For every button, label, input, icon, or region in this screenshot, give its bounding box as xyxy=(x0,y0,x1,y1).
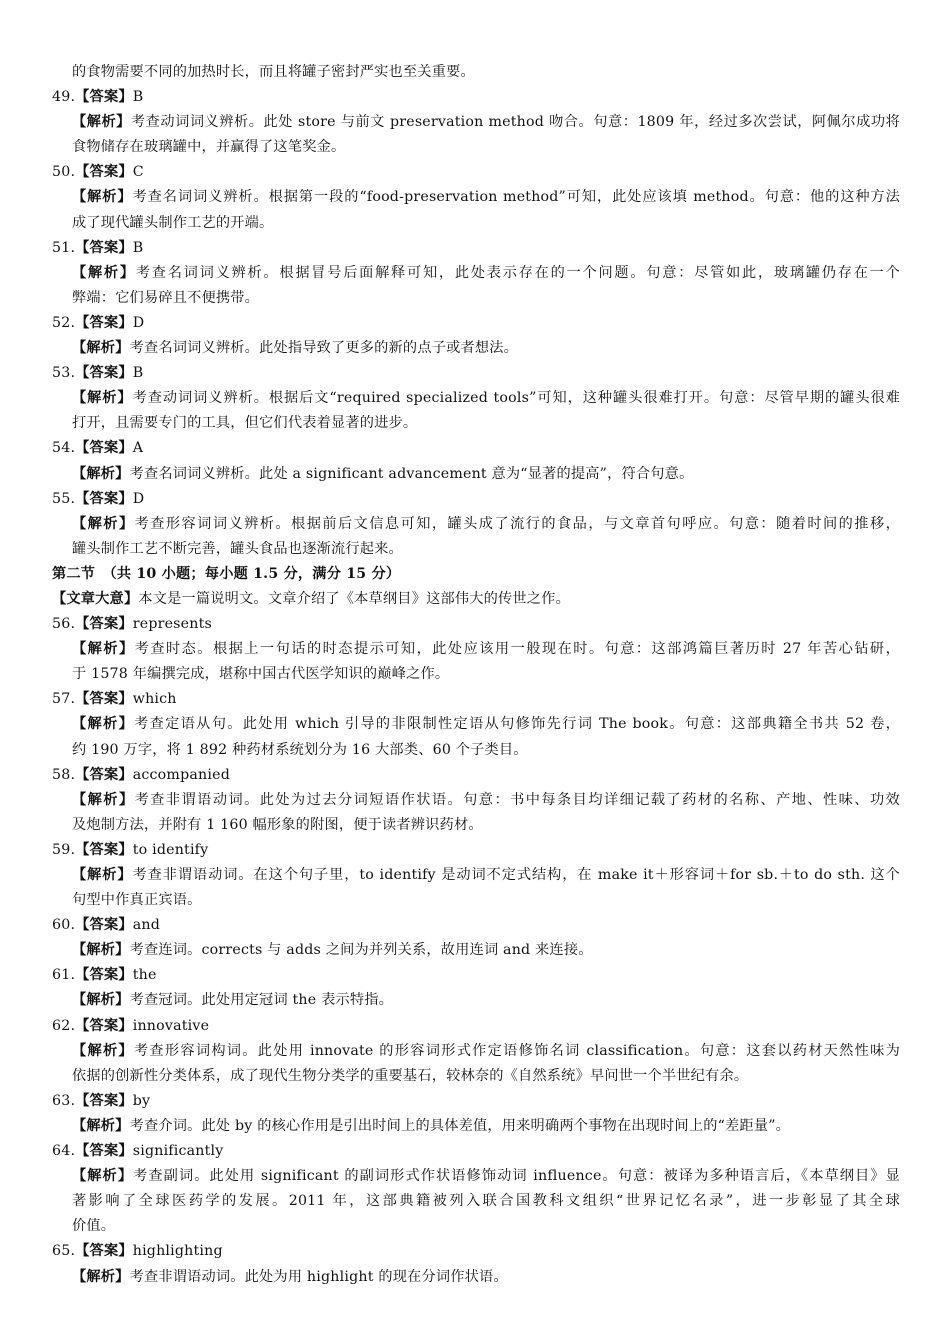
text-line xyxy=(52,838,900,863)
text-line xyxy=(52,687,900,712)
text-line xyxy=(52,1189,900,1214)
section-tag: 【解析】 xyxy=(72,867,133,883)
line-text: 约 190 万字，将 1 892 种药材系统划分为 16 大部类、60 个子类目。 xyxy=(72,741,528,758)
text-line xyxy=(52,286,900,311)
section-tag: 【解析】 xyxy=(72,515,135,532)
text-line xyxy=(52,637,900,662)
section-tag: 【解析】 xyxy=(72,114,131,131)
line-text: represents xyxy=(132,616,212,633)
text-line xyxy=(52,110,900,135)
line-text: 著影响了全球医药学的发展。2011 年，这部典籍被列入联合国教科文组织“世界记忆名录”，进一步彰显了其全球 xyxy=(72,1193,900,1210)
line-text: 打开，且需要专门的工具，但它们代表着显著的进步。 xyxy=(72,415,418,432)
section-tag: 【解析】 xyxy=(72,1117,130,1134)
line-text: 食物储存在玻璃罐中，并赢得了这笔奖金。 xyxy=(72,139,346,156)
question-number: 50. xyxy=(52,164,76,181)
line-text: accompanied xyxy=(132,766,230,783)
line-text: 价值。 xyxy=(72,1218,116,1235)
line-text: 及炮制方法，并附有 1 160 幅形象的附图，便于读者辨识药材。 xyxy=(72,816,483,833)
question-number: 60. xyxy=(52,917,76,934)
line-text: 考查副词。此处用 significant 的副词形式作状语修饰动词 influence。句意：被译为多种语言后，《本草纲目》显 xyxy=(133,1168,900,1185)
text-line xyxy=(52,1265,900,1290)
line-text: innovative xyxy=(132,1017,210,1034)
section-tag: 【解析】 xyxy=(72,1042,134,1059)
section-tag: 【答案】 xyxy=(75,1143,133,1160)
text-line xyxy=(52,913,900,938)
line-text: D xyxy=(132,314,145,331)
text-line xyxy=(52,1014,900,1039)
question-number: 49. xyxy=(52,89,76,106)
section-tag: 【答案】 xyxy=(75,490,133,507)
text-line xyxy=(52,888,900,913)
text-line xyxy=(52,1064,900,1089)
text-line xyxy=(52,386,900,411)
line-text: 成了现代罐头制作工艺的开端。 xyxy=(72,214,274,231)
text-line xyxy=(52,1039,900,1064)
answer-explanation-page xyxy=(52,60,900,1290)
line-text: by xyxy=(132,1092,151,1109)
question-number: 64. xyxy=(52,1143,76,1160)
section-tag: 【文章大意】 xyxy=(52,590,139,607)
line-text: and xyxy=(132,917,161,934)
section-tag: 【答案】 xyxy=(75,365,133,382)
line-text: 考查形容词构词。此处用 innovate 的形容词形式作定语修饰名词 classification。句意：这套以药材天然性味为 xyxy=(133,1042,900,1059)
question-number: 52. xyxy=(52,314,76,331)
text-line xyxy=(52,211,900,236)
text-line xyxy=(52,462,900,487)
section-tag: 【答案】 xyxy=(75,967,133,984)
section-tag: 【答案】 xyxy=(75,1092,133,1109)
text-line xyxy=(52,662,900,687)
text-line xyxy=(52,1089,900,1114)
line-text: 于 1578 年编撰完成，堪称中国古代医学知识的巅峰之作。 xyxy=(72,666,450,683)
section-tag: 【解析】 xyxy=(72,465,130,482)
line-text: C xyxy=(132,164,144,181)
line-text: A xyxy=(132,440,144,457)
line-text: B xyxy=(132,89,144,106)
section-tag: 【答案】 xyxy=(75,314,133,331)
line-text: 考查非谓语动词。在这个句子里，to identify 是动词不定式结构，在 make it＋形容词＋for sb.＋to do sth. 这个 xyxy=(132,867,900,883)
text-line xyxy=(52,562,900,587)
line-text: which xyxy=(132,691,177,708)
line-text: 考查动词词义辨析。根据后文“required specialized tools”可知，这种罐头很难打开。句意：尽管早期的罐头很难 xyxy=(132,390,900,407)
question-number: 61. xyxy=(52,967,76,984)
question-number: 55. xyxy=(52,490,76,507)
line-text: 罐头制作工艺不断完善，罐头食品也逐渐流行起来。 xyxy=(72,540,403,557)
line-text: B xyxy=(132,239,144,256)
section-tag: 【答案】 xyxy=(75,691,133,708)
line-text: 考查介词。此处 by 的核心作用是引出时间上的具体差值，用来明确两个事物在出现时间上的“差距量”。 xyxy=(129,1117,791,1134)
line-text: D xyxy=(132,490,145,507)
text-line xyxy=(52,863,900,888)
question-number: 54. xyxy=(52,440,76,457)
text-line xyxy=(52,512,900,537)
line-text: 考查名词词义辨析。根据冒号后面解释可知，此处表示存在的一个问题。句意：尽管如此，玻璃罐仍存在一个 xyxy=(135,264,900,281)
section-tag: 【答案】 xyxy=(75,1243,133,1260)
line-text: significantly xyxy=(132,1143,224,1160)
text-line xyxy=(52,1139,900,1164)
question-number: 57. xyxy=(52,691,76,708)
section-tag: 【解析】 xyxy=(72,942,130,959)
section-tag: 【解析】 xyxy=(72,1168,134,1185)
line-text: highlighting xyxy=(132,1243,223,1260)
line-text: 依据的创新性分类体系，成了现代生物分类学的重要基石，较林奈的《自然系统》早问世一个半世纪有余。 xyxy=(72,1067,749,1084)
text-line xyxy=(52,1214,900,1239)
text-line xyxy=(52,537,900,562)
text-line xyxy=(52,1239,900,1264)
question-number: 62. xyxy=(52,1017,76,1034)
question-number: 53. xyxy=(52,365,76,382)
line-text: 考查形容词词义辨析。根据前后文信息可知，罐头成了流行的食品，与文章首句呼应。句意：随着时间的推移， xyxy=(134,515,900,532)
text-line xyxy=(52,60,900,85)
line-text: 考查非谓语动词。此处为过去分词短语作状语。句意：书中每条目均详细记载了药材的名称、产地、性味、功效 xyxy=(134,791,900,808)
question-number: 63. xyxy=(52,1092,76,1109)
section-tag: 【解析】 xyxy=(72,340,130,357)
section-tag: 【答案】 xyxy=(75,239,133,256)
text-line xyxy=(52,487,900,512)
text-line xyxy=(52,1164,900,1189)
section-tag: 【解析】 xyxy=(72,390,133,407)
text-line xyxy=(52,612,900,637)
section-tag: 【解析】 xyxy=(72,641,135,658)
section-tag: 【答案】 xyxy=(75,616,133,633)
line-text: 考查非谓语动词。此处为用 highlight 的现在分词作状语。 xyxy=(129,1268,508,1285)
text-line xyxy=(52,738,900,763)
text-line xyxy=(52,411,900,436)
line-text: 考查名词词义辨析。此处 a significant advancement 意为“显著的提高”，符合句意。 xyxy=(129,465,694,482)
section-tag: 【答案】 xyxy=(75,766,133,783)
line-text: 的食物需要不同的加热时长，而且将罐子密封严实也至关重要。 xyxy=(72,64,475,80)
section-tag: 【答案】 xyxy=(75,841,133,858)
section-tag: 【解析】 xyxy=(72,189,133,206)
line-text: 句型中作真正宾语。 xyxy=(72,892,202,909)
section-tag: 【答案】 xyxy=(75,164,133,181)
section-tag: 【解析】 xyxy=(72,791,135,808)
text-line xyxy=(52,236,900,261)
text-line xyxy=(52,261,900,286)
text-line xyxy=(52,160,900,185)
text-line xyxy=(52,85,900,110)
line-text: 弊端：它们易碎且不便携带。 xyxy=(72,289,260,306)
section-tag: 【答案】 xyxy=(75,440,133,457)
text-line xyxy=(52,712,900,737)
text-line xyxy=(52,436,900,461)
line-text: B xyxy=(132,365,144,382)
text-line xyxy=(52,311,900,336)
line-text: 第二节 （共 10 小题；每小题 1.5 分，满分 15 分） xyxy=(52,565,401,582)
text-line xyxy=(52,185,900,210)
line-text: 考查定语从句。此处用 which 引导的非限制性定语从句修饰先行词 The book。句意：这部典籍全书共 52 卷， xyxy=(134,716,900,733)
line-text: 考查动词词义辨析。此处 store 与前文 preservation method 吻合。句意：1809 年，经过多次尝试，阿佩尔成功将 xyxy=(130,114,900,131)
line-text: the xyxy=(132,967,157,984)
line-text: 考查时态。根据上一句话的时态提示可知，此处应该用一般现在时。句意：这部鸿篇巨著历时 27 年苦心钻研， xyxy=(134,641,900,658)
line-text: 考查名词词义辨析。根据第一段的“food-preservation method”可知，此处应该填 method。句意：他的这种方法 xyxy=(132,189,900,206)
question-number: 56. xyxy=(52,616,76,633)
line-text: to identify xyxy=(132,841,209,858)
text-line xyxy=(52,135,900,160)
text-line xyxy=(52,336,900,361)
question-number: 59. xyxy=(52,841,76,858)
section-tag: 【解析】 xyxy=(72,992,130,1009)
text-line xyxy=(52,788,900,813)
question-number: 65. xyxy=(52,1243,76,1260)
section-tag: 【答案】 xyxy=(75,1017,133,1034)
section-tag: 【答案】 xyxy=(75,917,133,934)
line-text: 考查冠词。此处用定冠词 the 表示特指。 xyxy=(129,992,394,1009)
question-number: 51. xyxy=(52,239,76,256)
line-text: 考查名词词义辨析。此处指导致了更多的新的点子或者想法。 xyxy=(129,340,519,357)
section-tag: 【解析】 xyxy=(72,716,135,733)
question-number: 58. xyxy=(52,766,76,783)
text-line xyxy=(52,813,900,838)
text-line xyxy=(52,1114,900,1139)
section-tag: 【解析】 xyxy=(72,1268,130,1285)
line-text: 考查连词。corrects 与 adds 之间为并列关系，故用连词 and 来连接。 xyxy=(129,942,593,959)
text-line xyxy=(52,938,900,963)
line-text: 本文是一篇说明文。文章介绍了《本草纲目》这部伟大的传世之作。 xyxy=(138,590,570,607)
text-line xyxy=(52,988,900,1013)
text-line xyxy=(52,361,900,386)
section-tag: 【解析】 xyxy=(72,264,136,281)
text-line xyxy=(52,587,900,612)
text-line xyxy=(52,963,900,988)
text-line xyxy=(52,763,900,788)
section-tag: 【答案】 xyxy=(75,89,133,106)
